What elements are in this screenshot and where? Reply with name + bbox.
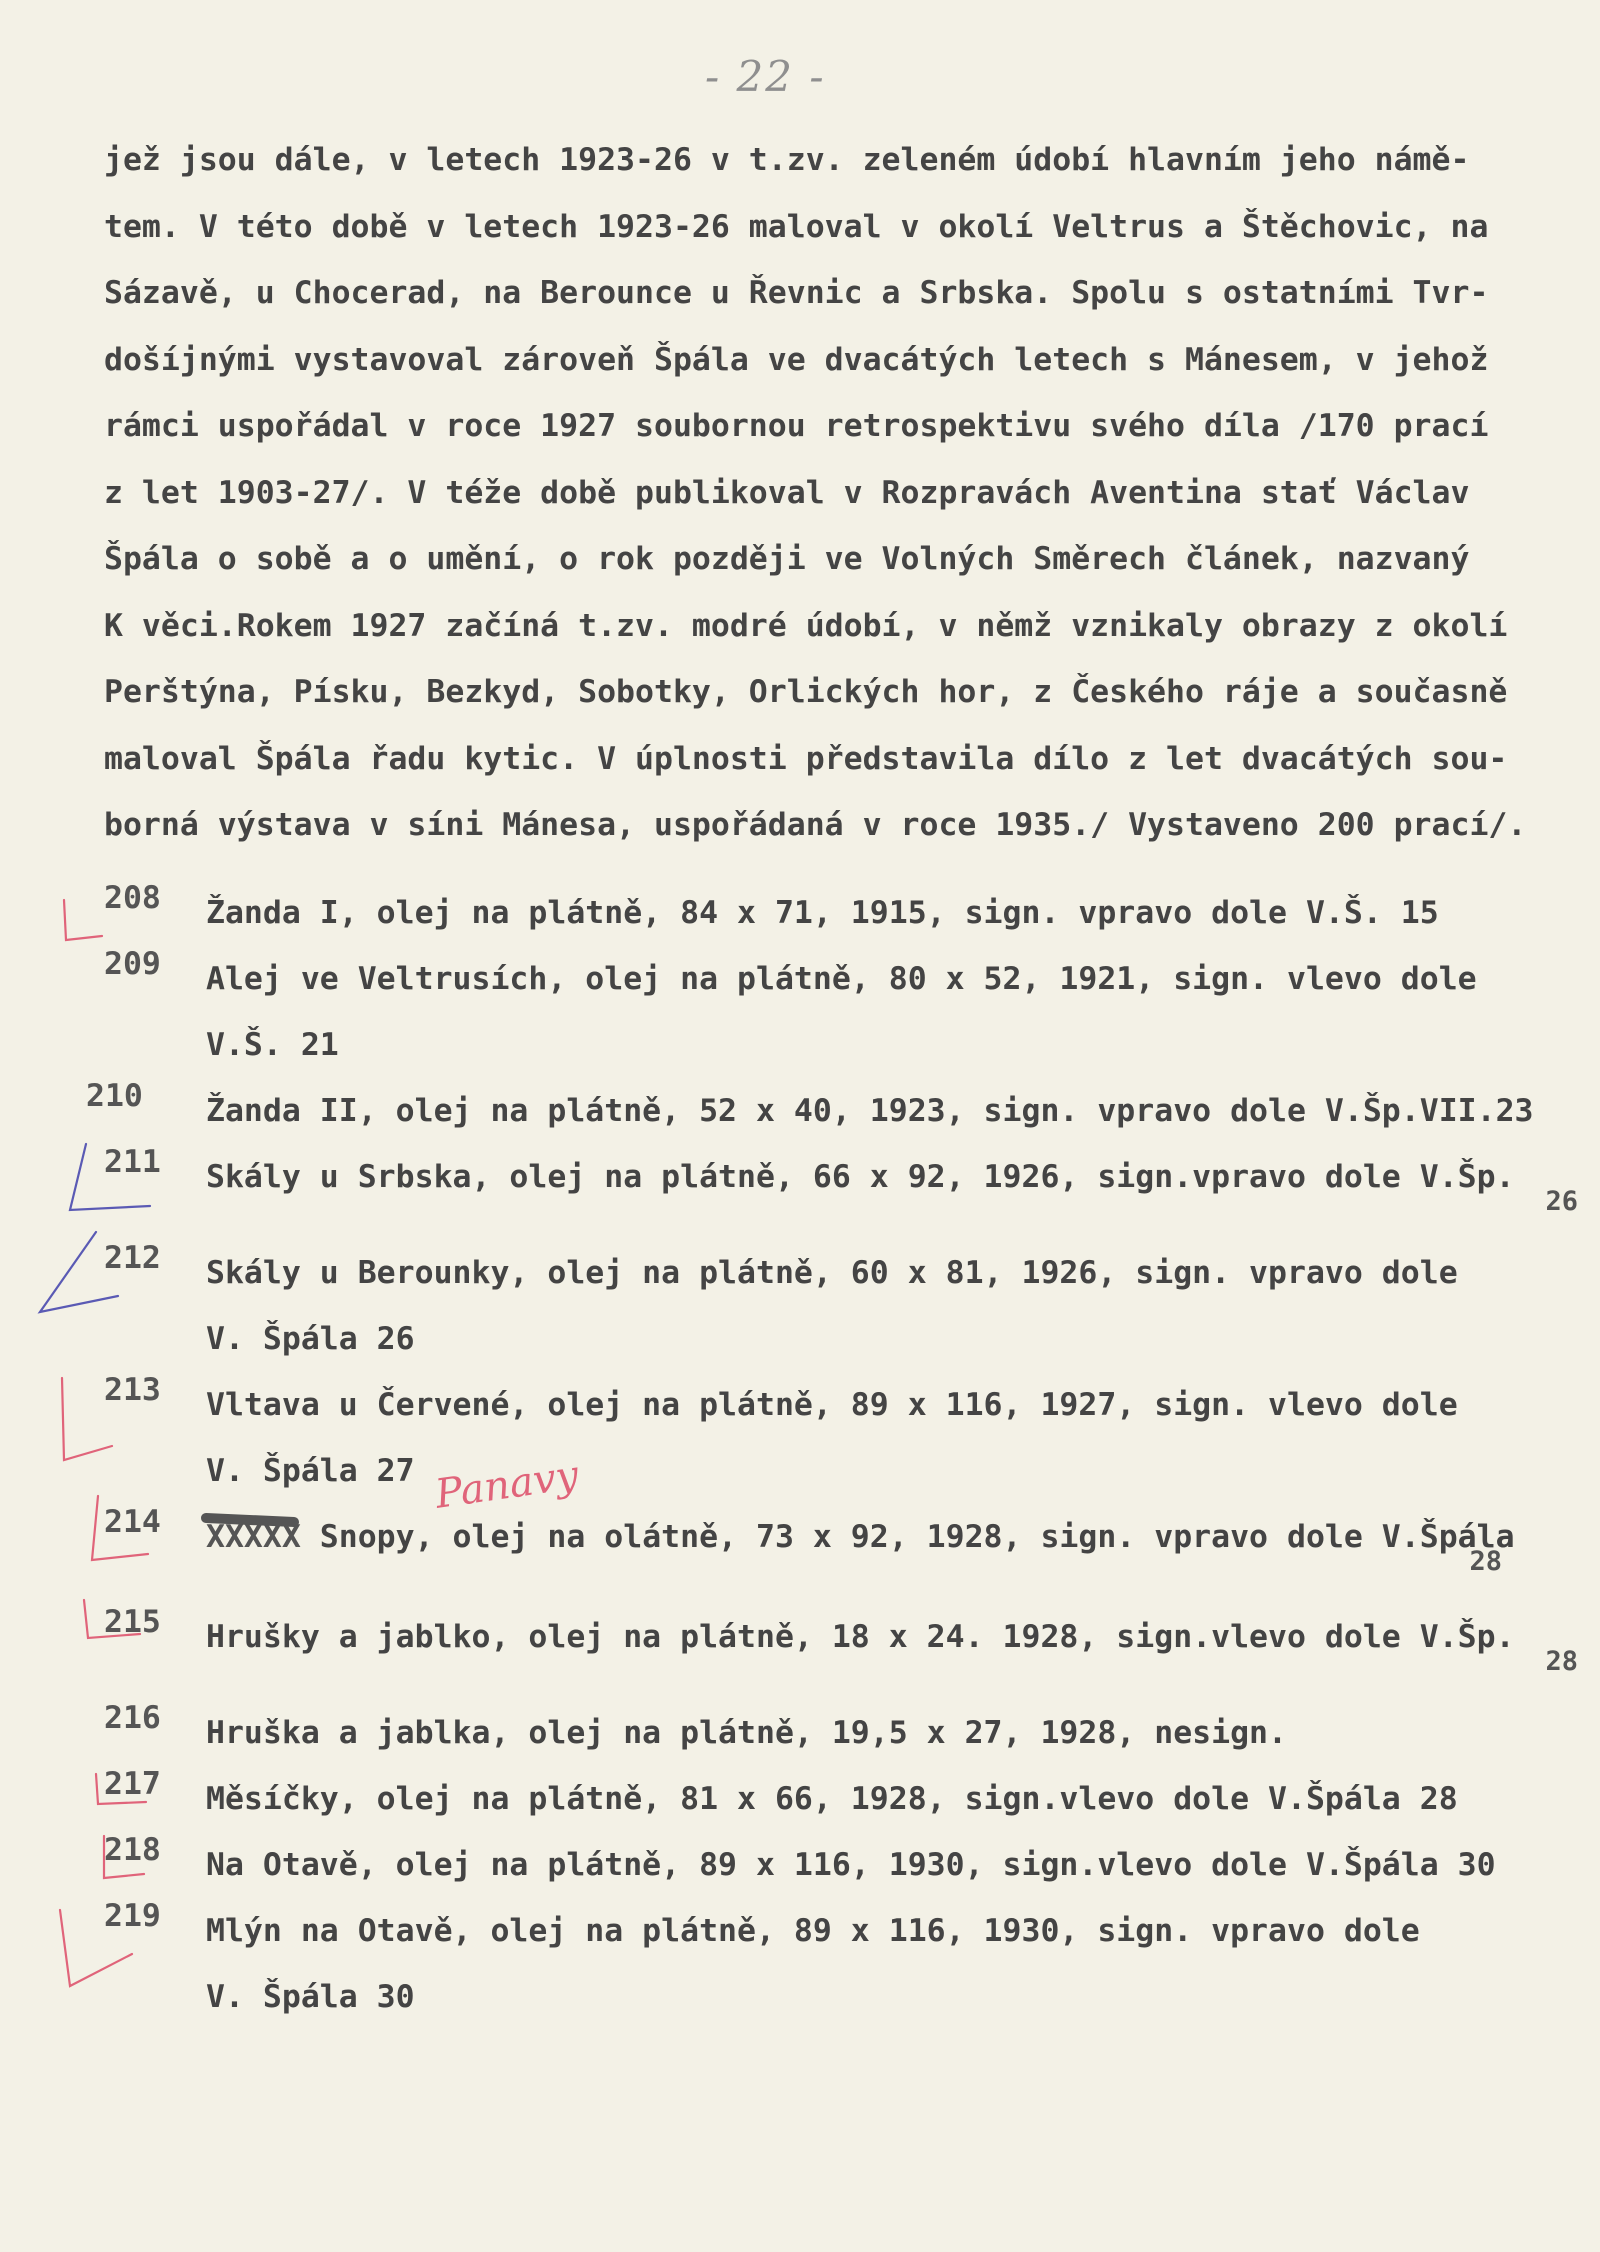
entry-text-main: Snopy, olej na olátně, 73 x 92, 1928, sign. vpravo dole V.Špála	[300, 1519, 1515, 1555]
entry-number: 214	[104, 1504, 161, 1540]
entry-subscript: 28	[1545, 1646, 1578, 1677]
entry-text: Skály u Srbska, olej na plátně, 66 x 92, 1926, sign.vpravo dole V.Šp.	[206, 1159, 1515, 1195]
entry-number: 209	[104, 946, 161, 982]
entry-text: Měsíčky, olej na plátně, 81 x 66, 1928, sign.vlevo dole V.Špála 28	[206, 1781, 1458, 1817]
entry-continuation: V. Špála 30	[206, 1979, 415, 2015]
paragraph-line: jež jsou dále, v letech 1923-26 v t.zv. zeleném údobí hlavním jeho námě-	[104, 142, 1470, 178]
catalogue-entry	[104, 1700, 1584, 1766]
paragraph-line: maloval Špála řadu kytic. V úplnosti představila dílo z let dvacátých sou-	[104, 740, 1508, 777]
entry-text: Alej ve Veltrusích, olej na plátně, 80 x 52, 1921, sign. vlevo dole	[206, 961, 1477, 997]
catalogue-entry	[104, 1144, 1584, 1240]
entry-text: Hruška a jablka, olej na plátně, 19,5 x 27, 1928, nesign.	[206, 1715, 1287, 1751]
paragraph-line: tem. V této době v letech 1923-26 maloval v okolí Veltrus a Štěchovic, na	[104, 208, 1489, 245]
paragraph-line: Špála o sobě a o umění, o rok později ve Volných Směrech článek, nazvaný	[104, 541, 1470, 577]
entry-number: 208	[104, 880, 161, 916]
catalogue-entry	[104, 1766, 1584, 1832]
struck-out-word: XXXXX	[206, 1519, 301, 1555]
entry-subscript: 26	[1545, 1186, 1578, 1217]
handwritten-annotation: Panavy	[432, 1452, 582, 1518]
entry-text: Hrušky a jablko, olej na plátně, 18 x 24. 1928, sign.vlevo dole V.Šp.	[206, 1619, 1515, 1655]
entry-number: 218	[104, 1832, 161, 1868]
paragraph-line: rámci uspořádal v roce 1927 soubornou retrospektivu svého díla /170 prací	[104, 408, 1489, 444]
catalogue-entry	[104, 880, 1584, 946]
catalogue-entry	[104, 1504, 1584, 1604]
catalogue-entry	[104, 1604, 1584, 1700]
entry-text: Vltava u Červené, olej na plátně, 89 x 116, 1927, sign. vlevo dole	[206, 1387, 1458, 1423]
entry-text: Žanda II, olej na plátně, 52 x 40, 1923, sign. vpravo dole V.Šp.VII.23	[206, 1093, 1534, 1129]
entry-text	[206, 1504, 1584, 1570]
entry-number: 216	[104, 1700, 161, 1736]
catalogue-entry	[104, 1832, 1584, 1898]
entry-number: 211	[104, 1144, 161, 1180]
paragraph-line: Perštýna, Písku, Bezkyd, Sobotky, Orlických hor, z Českého ráje a současně	[104, 674, 1508, 710]
entry-number: 210	[86, 1078, 143, 1114]
catalogue-entry	[104, 1372, 1584, 1504]
entry-number: 217	[104, 1766, 161, 1802]
paragraph-line: borná výstava v síni Mánesa, uspořádaná v roce 1935./ Vystaveno 200 prací/.	[104, 807, 1527, 843]
paragraph-line: došíjnými vystavoval zároveň Špála ve dvacátých letech s Mánesem, v jehož	[104, 341, 1489, 378]
paragraph-line: K věci.Rokem 1927 začíná t.zv. modré údobí, v němž vznikaly obrazy z okolí	[104, 607, 1508, 644]
entry-subscript: 28	[1469, 1546, 1502, 1577]
red-check-mark	[64, 900, 102, 940]
entry-number: 215	[104, 1604, 161, 1640]
entry-number: 213	[104, 1372, 161, 1408]
catalogue-entry	[104, 946, 1584, 1078]
catalogue-entry	[104, 1240, 1584, 1372]
entry-text: Na Otavě, olej na plátně, 89 x 116, 1930, sign.vlevo dole V.Špála 30	[206, 1847, 1496, 1883]
paragraph-line: z let 1903-27/. V téže době publikoval v Rozpravách Aventina stať Václav	[104, 474, 1470, 511]
catalogue-entry	[104, 1898, 1584, 2030]
entry-text: Skály u Berounky, olej na plátně, 60 x 81, 1926, sign. vpravo dole	[206, 1255, 1458, 1291]
entry-text: Žanda I, olej na plátně, 84 x 71, 1915, sign. vpravo dole V.Š. 15	[206, 895, 1439, 931]
catalogue-entries	[86, 880, 1584, 2030]
paragraph-line: Sázavě, u Chocerad, na Berounce u Řevnic a Srbska. Spolu s ostatními Tvr-	[104, 275, 1489, 311]
catalogue-entry	[86, 1078, 1584, 1144]
entry-number: 219	[104, 1898, 161, 1934]
entry-number: 212	[104, 1240, 161, 1276]
intro-paragraph	[104, 140, 1584, 872]
entry-continuation: V. Špála 27	[206, 1453, 415, 1489]
entry-continuation: V. Špála 26	[206, 1321, 415, 1357]
entry-text: Mlýn na Otavě, olej na plátně, 89 x 116, 1930, sign. vpravo dole	[206, 1913, 1420, 1949]
entry-continuation: V.Š. 21	[206, 1027, 339, 1063]
page-number: - 22 -	[705, 52, 826, 101]
